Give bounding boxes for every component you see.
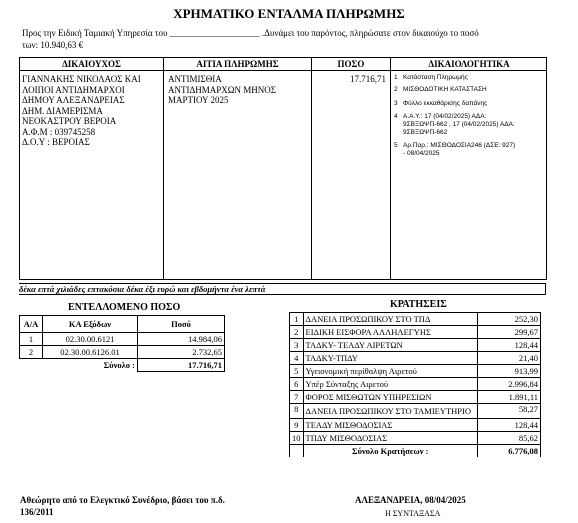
row-number: 5 [290,365,304,378]
cause-header: ΑΙΤΙΑ ΠΛΗΡΩΜΗΣ [196,59,279,69]
table-row [20,333,225,346]
total-label: Σύνολο : [103,360,135,371]
deductions-table [289,312,541,457]
deduction-amount: 21,40 [478,352,541,365]
row-number: 7 [290,391,304,404]
row-amount: 14.984,06 [138,333,225,346]
beneficiary-line: Δ.Ο.Υ : ΒΕΡΟΙΑΣ [22,137,90,147]
deduction-name: ΤΑΔΚΥ-ΤΠΔΥ [303,352,478,365]
col-divider [163,58,164,279]
deduction-amount: 128,44 [478,419,541,432]
table-row [290,365,541,378]
row-number: 10 [290,432,304,445]
table-row [290,404,541,419]
beneficiary-line: ΛΟΙΠΟΙ ΑΝΤΙΔΗΜΑΡΧΟΙ [22,84,125,95]
row-amount: 2.732,65 [138,346,225,359]
document-line: - 08/04/2025 [403,150,440,157]
beneficiary-line: ΓΙΑΝΝΑΚΗΣ ΝΙΚΟΛΑΟΣ ΚΑΙ [22,74,141,84]
table-row [290,313,541,326]
document-title: ΧΡΗΜΑΤΙΚΟ ΕΝΤΑΛΜΑ ΠΛΗΡΩΜΗΣ [173,6,405,21]
row-number: 1 [20,333,43,346]
cause-line: ΑΝΤΙΔΗΜΑΡΧΩΝ ΜΗΝΟΣ [168,84,276,95]
document-item: ΜΙΣΘΟΔΟΤΙΚΗ ΚΑΤΑΣΤΑΣΗ [403,86,487,93]
ordered-header-aa: Α/Α [20,316,43,333]
deduction-name: ΔΑΝΕΙΑ ΠΡΟΣΩΠΙΚΟΥ ΣΤΟ ΤΠΔ [303,313,478,326]
header-divider [20,70,546,71]
cause-line: ΜΑΡΤΙΟΥ 2025 [168,95,229,105]
cause-line: ΑΝΤΙΜΙΣΘΙΑ [168,74,222,84]
main-grid [19,57,547,280]
table-row [290,419,541,432]
deductions-total-amount: 6.776,08 [478,445,541,458]
ordered-header-code: ΚΑ Εξόδων [43,316,138,333]
deduction-name: ΤΕΑΔΥ ΜΙΣΘΟΔΟΣΙΑΣ [303,419,478,432]
table-row [290,339,541,352]
amount-header: ΠΟΣΟ [337,59,365,69]
col-divider [311,58,312,279]
deduction-name: ΤΑΔΚΥ- ΤΕΑΔΥ ΑΙΡΕΤΩΝ [303,339,478,352]
document-number: 3 [394,100,398,107]
beneficiary-header: ΔΙΚΑΙΟΥΧΟΣ [62,59,121,69]
beneficiary-block [22,74,162,148]
signatory: Η ΣΥΝΤΑΞΑΣΑ [385,509,441,518]
intro-prefix: Προς την Ειδική Ταμιακή Υπηρεσία του [22,28,168,38]
amount-value: 17.716,71 [350,74,386,84]
row-number: 6 [290,378,304,391]
document-item: Φύλλο εκκαθάρισης δαπάνης [403,100,488,107]
deduction-name: ΕΙΔΙΚΗ ΕΙΣΦΟΡΑ ΑΛΛΗΛΕΓΥΗΣ [303,326,478,339]
amount-in-words: δέκα επτά χιλιάδες επτακόσια δέκα έξι ευρώ και εβδομήντα ένα λεπτά [19,283,546,295]
table-row [290,432,541,445]
deduction-amount: 58,27 [478,404,541,419]
beneficiary-line: ΝΕΟΚΑΣΤΡΟΥ ΒΕΡΟΙΑ [22,116,117,126]
table-row [290,391,541,404]
row-number: 4 [290,352,304,365]
col-divider [390,58,391,279]
beneficiary-line: ΔΗΜ. ΔΙΑΜΕΡΙΣΜΑ [22,105,103,116]
expense-code: 02.30.00.6121 [43,333,138,346]
document-line: 9ΣΒΞΩΨΠ-662 , 17 (04/02/2025) ΑΔΑ: [403,121,515,128]
expense-code: 02.30.00.6126.01 [43,346,138,359]
document-line: Αρ.Παρ.: ΜΙΣΘΟΔΟΣΙΑ246 (ΔΣΕ: 927) [403,142,516,149]
deductions-heading: ΚΡΑΤΗΣΕΙΣ [390,299,447,310]
intro-text [22,27,542,51]
deduction-amount: 299,67 [478,326,541,339]
place-date: ΑΛΕΞΑΝΔΡΕΙΑ, 08/04/2025 [355,495,466,505]
document-number: 5 [394,142,398,149]
deduction-amount: 1.891,11 [478,391,541,404]
deduction-name: ΦΟΡΟΣ ΜΙΣΘΩΤΩΝ ΥΠΗΡΕΣΙΩΝ [303,391,478,404]
row-number: 8 [290,404,304,419]
audit-exemption [20,495,225,517]
document-line: 9ΣΒΞΩΨΠ-662 [403,129,448,136]
deduction-amount: 252,30 [478,313,541,326]
row-number: 2 [20,346,43,359]
table-row [290,326,541,339]
deduction-amount: 128,44 [478,339,541,352]
document-item [403,142,545,158]
intro-amount: των: 10.940,63 € [22,40,84,50]
total-row [20,359,225,372]
deduction-amount: 913,99 [478,365,541,378]
table-row [290,378,541,391]
deduction-name: Υπέρ Σύνταξης Αιρετού [303,378,478,391]
deduction-name: ΔΑΝΕΙΑ ΠΡΟΣΩΠΙΚΟΥ ΣΤΟ ΤΑΜΙΕΥΤΗΡΙΟ [303,404,478,419]
documents-header: ΔΙΚΑΙΟΛΟΓΗΤΙΚΑ [428,59,510,69]
row-number: 1 [290,313,304,326]
ordered-heading: ΕΝΤΕΛΛΟΜΕΝΟ ΠΟΣΟ [68,302,181,313]
beneficiary-line: ΔΗΜΟΥ ΑΛΕΞΑΝΔΡΕΙΑΣ [22,95,125,105]
document-number: 1 [394,74,398,81]
document-item [403,113,545,137]
deduction-amount: 85,62 [478,432,541,445]
ordered-header-amount: Ποσό [138,316,225,333]
beneficiary-line: Α.Φ.Μ : 039745258 [22,126,96,137]
row-number: 3 [290,339,304,352]
row-number: 9 [290,419,304,432]
audit-exemption-line: 136/2011 [20,507,54,517]
ordered-table [19,315,225,372]
document-number: 4 [394,113,398,120]
audit-exemption-line: Αθεώρητο από το Ελεγκτικό Συνέδριο, βάσει του π.δ. [20,495,225,505]
total-row [290,445,541,458]
deduction-name: Υγειονομική περίθαλψη Αιρετού [303,365,478,378]
deduction-amount: 2.996,84 [478,378,541,391]
cause-block [168,74,308,106]
table-row [20,346,225,359]
deduction-name: ΤΠΔΥ ΜΙΣΘΟΔΟΣΙΑΣ [303,432,478,445]
document-item: Κατάσταση Πληρωμής [403,74,468,81]
intro-suffix: .Δυνάμει του παρόντος, πληρώσατε στον δικαιούχο το ποσό [261,28,479,38]
row-number: 2 [290,326,304,339]
total-amount: 17.716,71 [138,359,225,372]
deductions-total-label: Σύνολο Κρατήσεων : [303,445,478,458]
table-row [290,352,541,365]
document-number: 2 [394,86,398,93]
intro-blank: ____________________ [169,28,260,38]
document-line: Α.Α.Υ.: 17 (04/02/2025) ΑΔΑ: [403,113,487,120]
